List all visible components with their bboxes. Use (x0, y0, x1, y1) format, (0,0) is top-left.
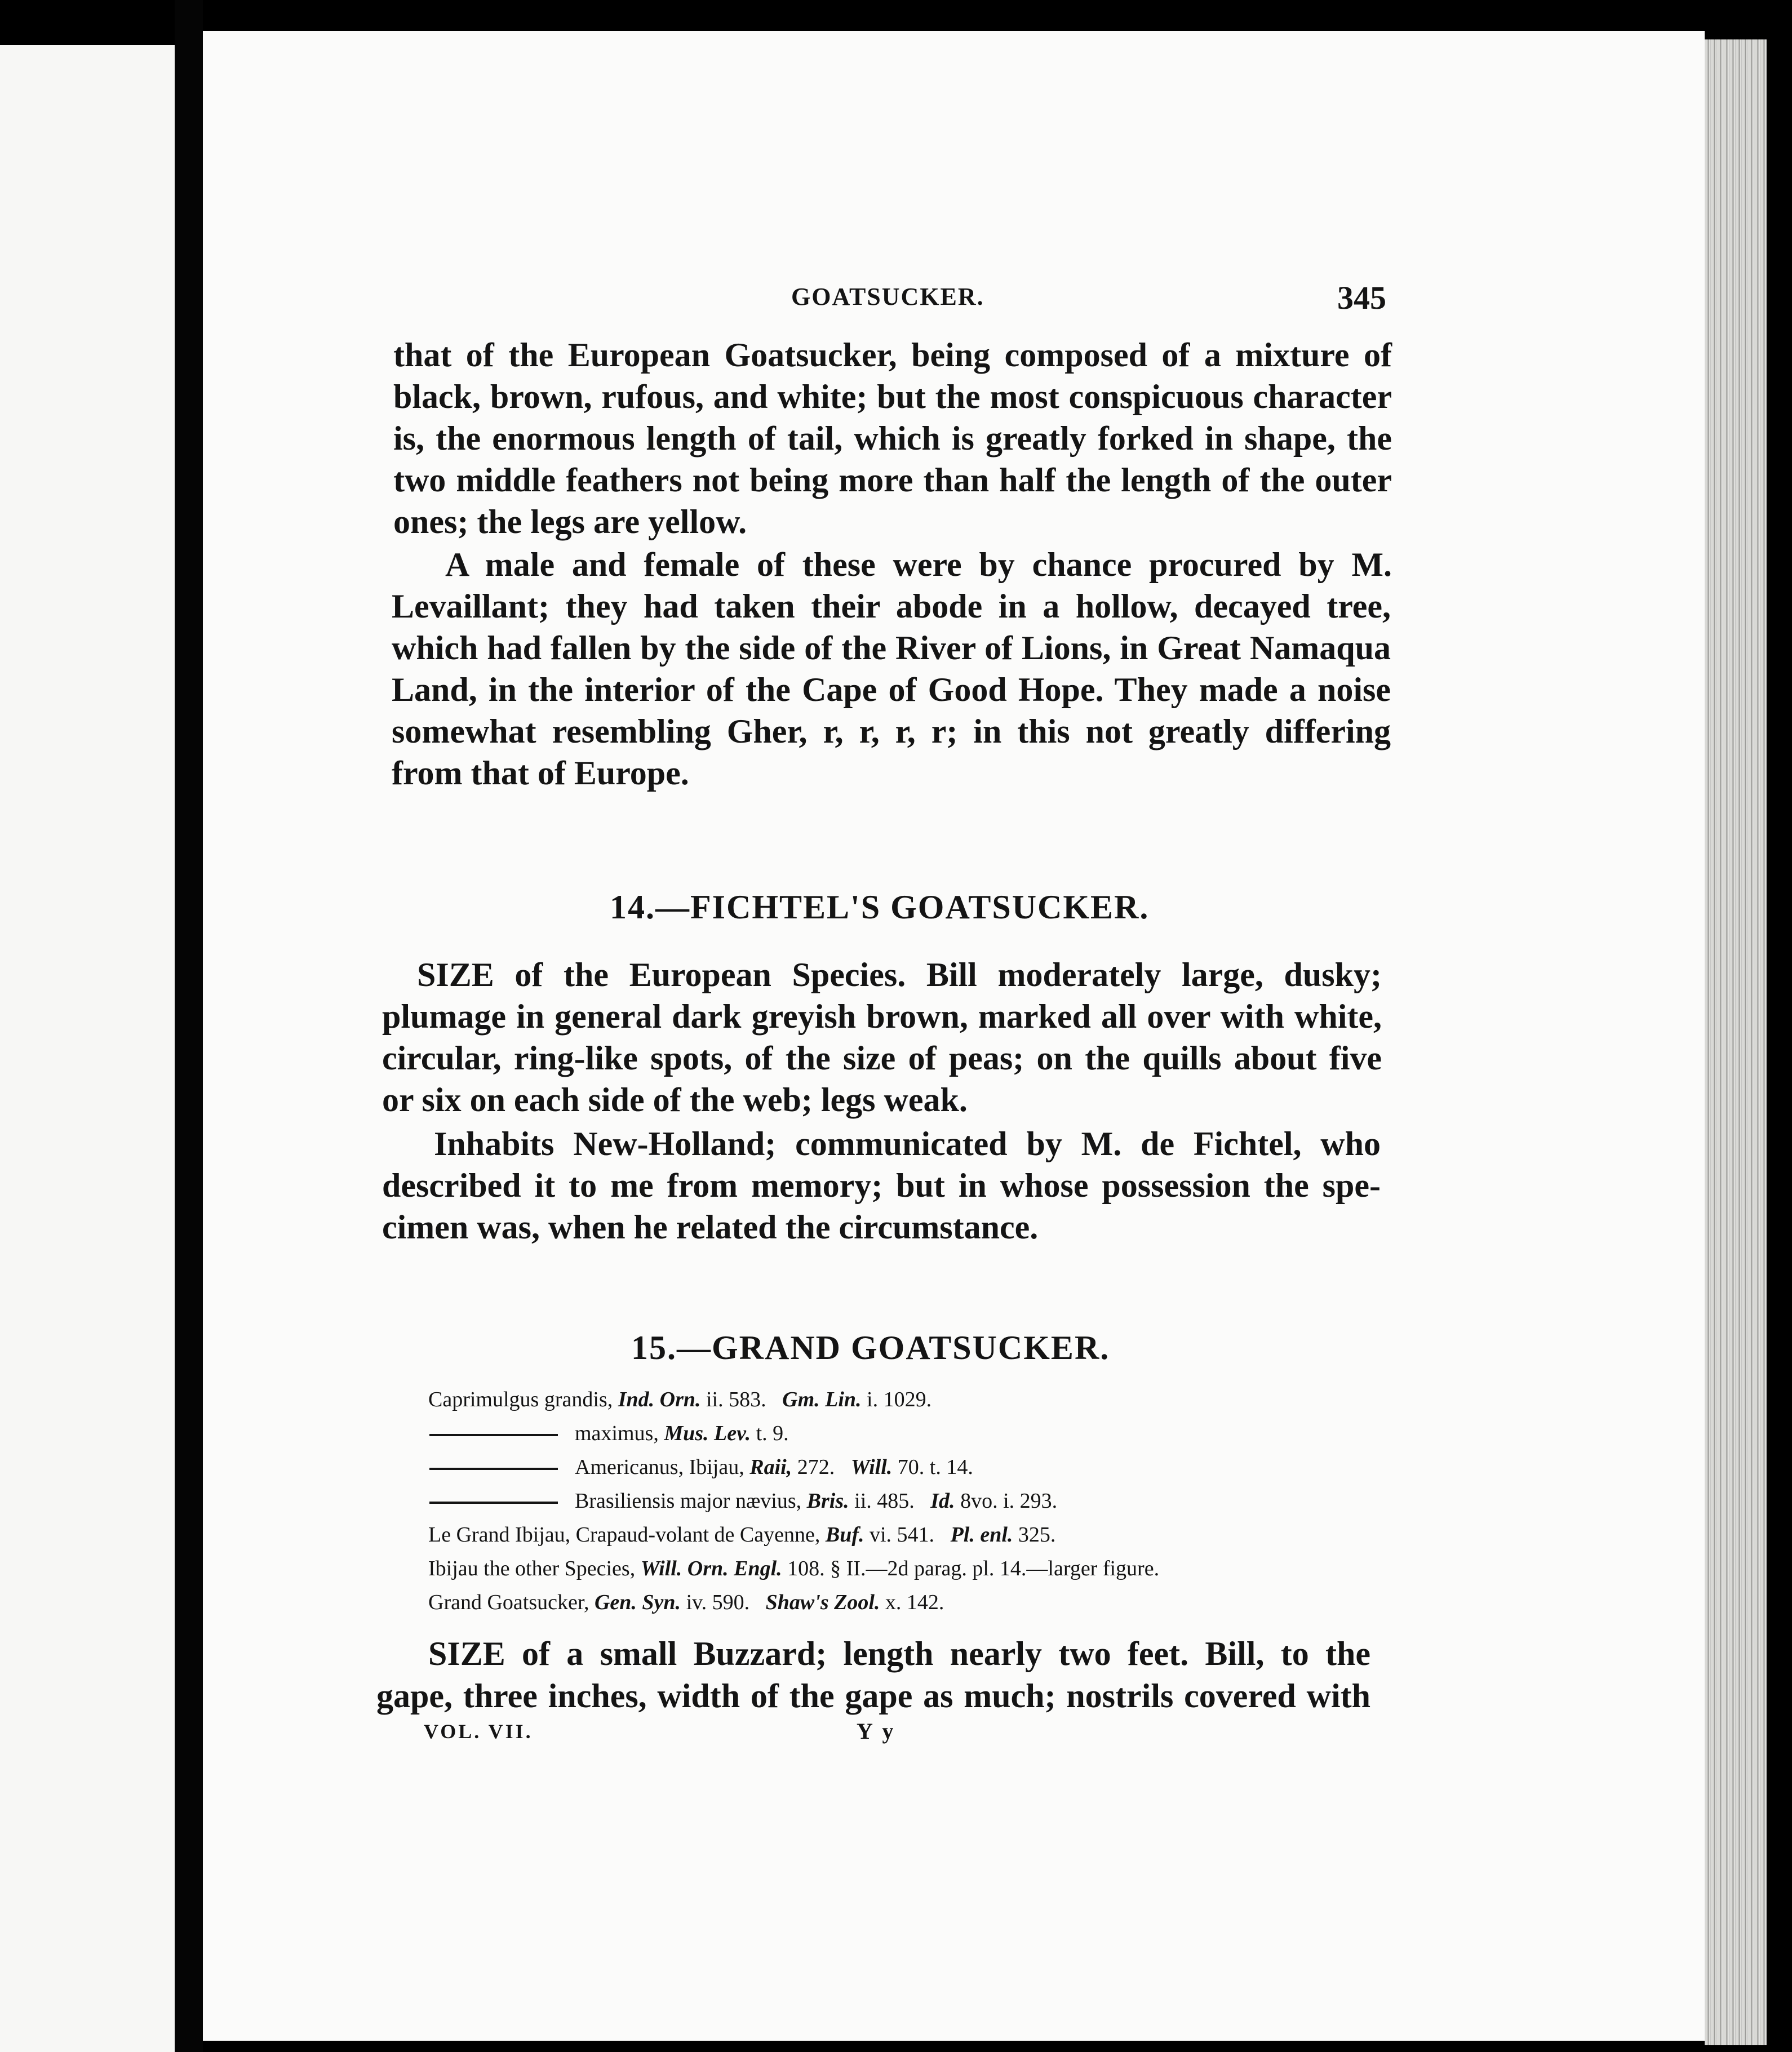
synonym-text: Ibijau the other Species, (428, 1557, 636, 1580)
text-line: SIZE of the European Species. Bill moderately large, dusky; (417, 956, 1382, 993)
synonym-text: x. 142. (885, 1591, 944, 1614)
text-line: ones; the legs are yellow. (393, 503, 747, 540)
synonym-reference: Will. (850, 1455, 893, 1479)
synonym-reference: Pl. enl. (950, 1523, 1013, 1547)
synonym-reference: Will. Orn. Engl. (640, 1557, 782, 1580)
synonym-text: 108. § II.—2d parag. pl. 14.—larger figure. (787, 1557, 1160, 1580)
synonym-text: 272. (797, 1455, 835, 1479)
text-line: black, brown, rufous, and white; but the most conspicuous character (393, 378, 1392, 415)
synonym-text: Caprimulgus grandis, (428, 1388, 613, 1411)
synonym-reference: Gen. Syn. (594, 1591, 681, 1614)
synonym-reference: Ind. Orn. (618, 1388, 701, 1411)
text-line: gape, three inches, width of the gape as much; nostrils covered with (376, 1677, 1370, 1715)
text-line: circular, ring-like spots, of the size of peas; on the quills about five (382, 1040, 1382, 1077)
section-heading-14: 14.—FICHTEL'S GOATSUCKER. (610, 889, 1150, 926)
synonym-text: 8vo. i. 293. (960, 1489, 1058, 1513)
text-line: A male and female of these were by chance procured by M. (445, 546, 1392, 583)
synonym-text: 70. t. 14. (897, 1455, 973, 1479)
synonym-line (429, 1490, 1057, 1512)
text-line: two middle feathers not being more than half the length of the outer (393, 461, 1392, 499)
synonym-line (428, 1524, 1055, 1545)
synonym-text: maximus, (575, 1422, 659, 1445)
text-line: that of the European Goatsucker, being composed of a mixture of (393, 336, 1392, 374)
synonym-reference: Buf. (825, 1523, 864, 1547)
synonym-reference: Gm. Lin. (782, 1388, 862, 1411)
synonym-text: i. 1029. (867, 1388, 932, 1411)
text-line: which had fallen by the side of the River of Lions, in Great Namaqua (392, 629, 1391, 667)
synonym-line (428, 1592, 944, 1613)
text-line: from that of Europe. (392, 754, 689, 792)
ditto-dash (429, 1434, 558, 1436)
ditto-dash (429, 1468, 558, 1470)
synonym-reference: Id. (930, 1489, 955, 1513)
text-line: Levaillant; they had taken their abode in a hollow, decayed tree, (392, 588, 1391, 625)
synonym-text: ii. 485. (854, 1489, 915, 1513)
text-line: or six on each side of the web; legs weak. (382, 1081, 968, 1118)
synonym-text: 325. (1018, 1523, 1056, 1547)
synonym-reference: Mus. Lev. (664, 1422, 751, 1445)
running-head-title: GOATSUCKER. (791, 283, 984, 310)
synonym-reference: Raii, (749, 1455, 792, 1479)
text-line: Land, in the interior of the Cape of Good Hope. They made a noise (392, 671, 1391, 708)
volume-footer: VOL. VII. (424, 1720, 533, 1743)
synonym-text: Grand Goatsucker, (428, 1591, 589, 1614)
synonym-reference: Bris. (806, 1489, 849, 1513)
synonym-text: t. 9. (756, 1422, 789, 1445)
synonym-text: Le Grand Ibijau, Crapaud-volant de Cayenne, (428, 1523, 820, 1547)
synonym-line (429, 1423, 789, 1444)
synonym-reference: Shaw's Zool. (765, 1591, 880, 1614)
synonym-text: vi. 541. (870, 1523, 935, 1547)
text-line: described it to me from memory; but in whose possession the spe- (382, 1167, 1381, 1204)
synonym-line (428, 1389, 932, 1410)
synonym-text: Americanus, Ibijau, (575, 1455, 744, 1479)
ditto-dash (429, 1502, 558, 1504)
text-line: plumage in general dark greyish brown, marked all over with white, (382, 998, 1382, 1035)
text-line: is, the enormous length of tail, which is greatly forked in shape, the (393, 420, 1392, 457)
text-line: cimen was, when he related the circumstance. (382, 1209, 1039, 1246)
gutter-shadow (175, 0, 203, 2052)
page-number: 345 (1337, 279, 1386, 316)
text-line: SIZE of a small Buzzard; length nearly two feet. Bill, to the (428, 1635, 1370, 1672)
section-heading-15: 15.—GRAND GOATSUCKER. (631, 1329, 1110, 1366)
text-line: Inhabits New-Holland; communicated by M. de Fichtel, who (434, 1125, 1381, 1162)
synonym-text: Brasiliensis major nævius, (575, 1489, 802, 1513)
previous-page-edge (0, 45, 175, 2052)
text-line: somewhat resembling Gher, r, r, r, r; in this not greatly differing (392, 713, 1391, 750)
signature-mark: Y y (857, 1718, 896, 1744)
synonym-line (429, 1456, 973, 1478)
page-edges (1705, 39, 1767, 2045)
synonym-text: iv. 590. (686, 1591, 750, 1614)
synonym-text: ii. 583. (706, 1388, 766, 1411)
synonym-line (428, 1558, 1159, 1579)
